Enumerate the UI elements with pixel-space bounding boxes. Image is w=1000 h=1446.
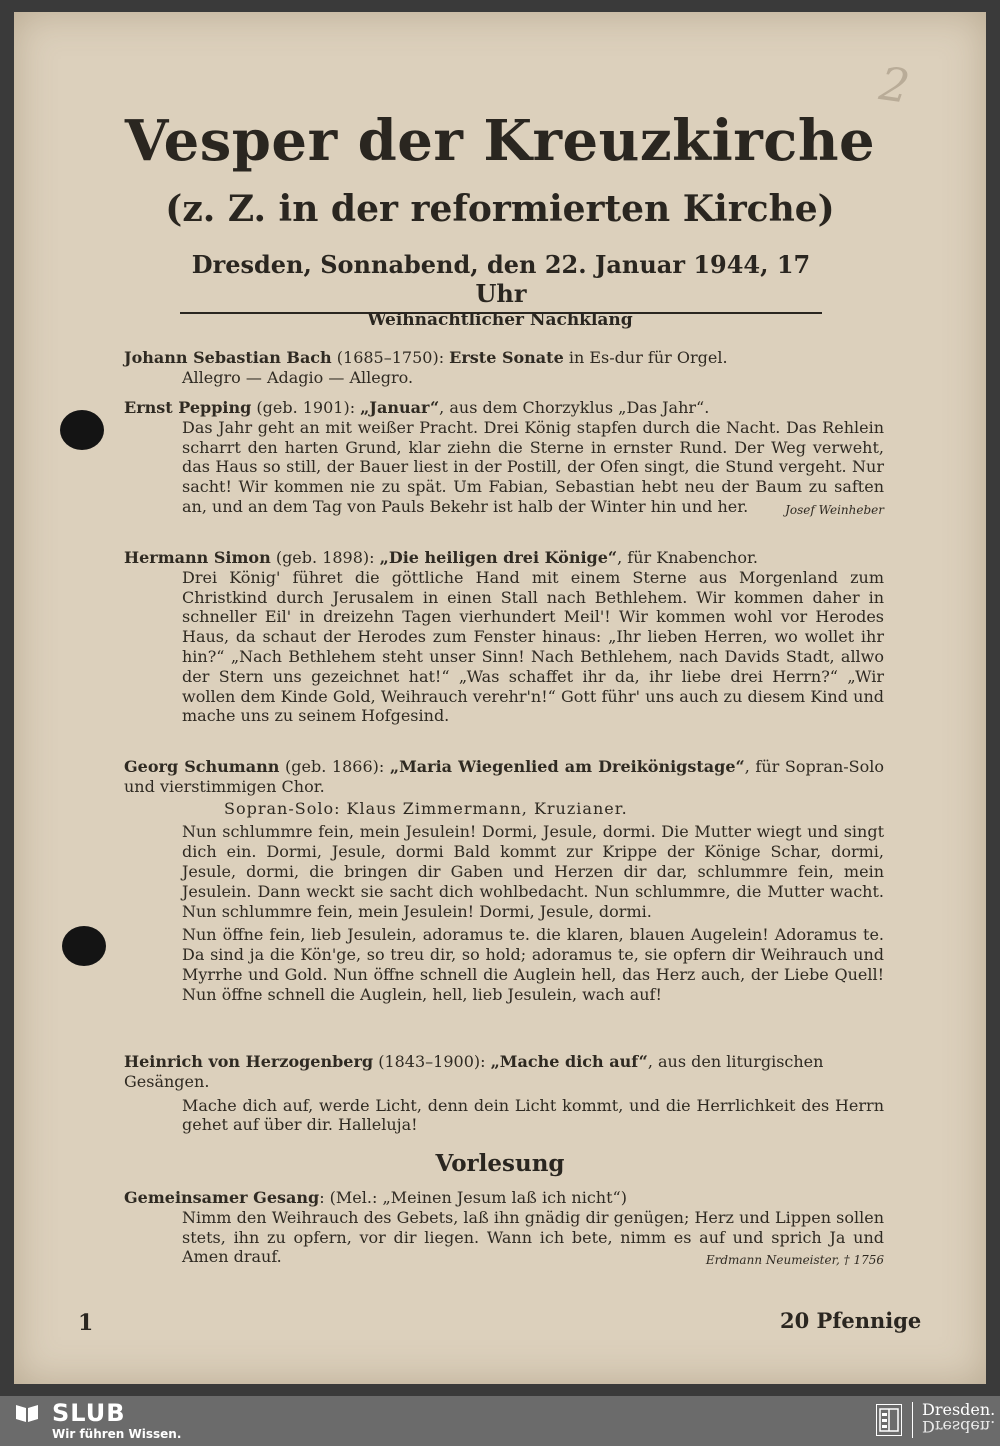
price-label: 20 Pfennige [780, 1308, 922, 1333]
program-item-schumann [124, 757, 884, 1005]
work-title: Erste Sonate [449, 348, 564, 367]
dresden-coat-of-arms-icon [876, 1404, 902, 1436]
logo-separator [912, 1402, 913, 1438]
lyrics-body: Das Jahr geht an mit weißer Pracht. Drei König stapfen durch die Nacht. Das Rehlein scharrt den harten Grund, klar ziehn die Sterne in ernster Rund. Der Weg verweht, das Haus so still, der Bauer liest in der Postill, der Ofen singt, die Stund vergeht. Nur sacht! Wir kommen nie zu spät. Um Fabian, Sebastian hebt neu der Baum zu saften an, und an dem Tag von Pauls Bekehr ist halb der Winter hin und her. [182, 417, 884, 516]
date-line: Dresden, Sonnabend, den 22. Januar 1944, 17 Uhr [180, 250, 822, 314]
composer-name: Georg Schumann [124, 757, 280, 776]
section-title: Weihnachtlicher Nachklang [367, 310, 633, 330]
program-item-herzogenberg [124, 1052, 884, 1135]
movement-list: Allegro — Adagio — Allegro. [182, 367, 414, 387]
viewer-footer [0, 1396, 1000, 1446]
work-details: , für Knabenchor. [617, 548, 758, 567]
composer-name: Johann Sebastian Bach [124, 348, 332, 367]
slub-book-icon [14, 1402, 40, 1424]
hymn-label: Gemeinsamer Gesang [124, 1188, 320, 1207]
composer-name: Hermann Simon [124, 548, 271, 567]
work-details: , für Sopran-Solo und vierstimmigen Chor. [124, 757, 884, 796]
work-title: „Januar“ [360, 398, 440, 417]
page-number: 1 [78, 1310, 94, 1336]
punch-hole-bottom [62, 926, 106, 966]
reading-title: Vorlesung [435, 1150, 565, 1177]
hymn-text [182, 1208, 884, 1267]
program-item-simon [124, 548, 884, 726]
author-signature: Josef Weinheber [785, 502, 884, 517]
lyrics-text-verse-2: Nun öffne fein, lieb Jesulein, adoramus te. die klaren, blauen Augelein! Adoramus te. Da sind ja die Kön'ge, so treu dir, so hold; adoramus te, sie opfern dir Weihrauch und Myrrhe und Gold. Nun öffne schnell die Auglein hell, das Herz auch, der Liebe Quell! Nun öffne schnell die Auglein, hell, lieb Jesulein, wach auf! [182, 925, 884, 1004]
pencil-mark: 2 [876, 56, 913, 114]
work-details: , aus dem Chorzyklus „Das Jahr“. [439, 398, 710, 417]
page-title: Vesper der Kreuzkirche [124, 108, 876, 174]
lyrics-text: Mache dich auf, werde Licht, denn dein Licht kommt, und die Herrlichkeit des Herrn gehet auf über dir. Halleluja! [182, 1095, 884, 1135]
composer-name: Ernst Pepping [124, 398, 252, 417]
composer-dates: (geb. 1866): [279, 757, 390, 776]
soloist-line: Sopran-Solo: Klaus Zimmermann, Kruzianer. [224, 798, 628, 818]
work-title: „Maria Wiegenlied am Dreikönigstage“ [389, 757, 745, 776]
punch-hole-top [60, 410, 104, 450]
slub-logo[interactable]: SLUB [52, 1399, 126, 1427]
hymn-author: Erdmann Neumeister, † 1756 [705, 1253, 884, 1268]
program-item-bach [124, 348, 884, 388]
lyrics-text [182, 418, 884, 517]
composer-dates: (1685–1750): [331, 348, 450, 367]
hymn-item [124, 1188, 884, 1271]
dresden-logo-reflection: Dresden. [922, 1417, 996, 1436]
composer-dates: (geb. 1901): [251, 398, 361, 417]
work-details: in Es-dur für Orgel. [563, 348, 728, 367]
hymn-body: Nimm den Weihrauch des Gebets, laß ihn gnädig dir genügen; Herz und Lippen sollen stets, ihn zu opfern, vor dir liegen. Wann ich bete, nimm es auf und sprich Ja und Amen drauf. [182, 1207, 884, 1267]
dresden-logo[interactable]: Dresden. [922, 1400, 996, 1419]
hymn-melody: : (Mel.: „Meinen Jesum laß ich nicht“) [319, 1188, 627, 1207]
composer-dates: (1843–1900): [373, 1052, 491, 1071]
slub-tagline: Wir führen Wissen. [52, 1427, 182, 1441]
work-title: „Die heiligen drei Könige“ [379, 548, 618, 567]
work-details: , aus den liturgischen Gesängen. [124, 1052, 824, 1091]
lyrics-text: Nun schlummre fein, mein Jesulein! Dormi, Jesule, dormi. Die Mutter wiegt und singt dich ein. Dormi, Jesule, dormi Bald kommt zur Krippe der Könige Schar, dormi, Jesule, dormi, die bringen dir Gaben und Herzen dir dar, schlummre fein, mein Jesulein. Dann weckt sie sacht dich wohlbedacht. Nun schlummre, die Mutter wacht. Nun schlummre fein, mein Jesulein! Dormi, Jesule, dormi. [182, 822, 884, 921]
page-subtitle: (z. Z. in der reformierten Kirche) [165, 188, 835, 230]
composer-name: Heinrich von Herzogenberg [124, 1052, 374, 1071]
lyrics-text: Drei König' führet die göttliche Hand mit einem Sterne aus Morgenland zum Christkind durch Jerusalem in einen Stall nach Bethlehem. Wir kommen daher in schneller Eil' in dreizehn Tagen vierhundert Meil'! Wir kommen wohl vor Herodes Haus, da schaut der Herodes zum Fenster hinaus: „Ihr lieben Herren, wo wollet ihr hin?“ „Nach Bethlehem steht unser Sinn! Nach Bethlehem, nach Davids Stadt, allwo der Stern uns gezeichnet hat!“ „Was schaffet ihr da, ihr liebe drei Herrn?“ „Wir wollen dem Kinde Gold, Weihrauch verehr'n!“ Gott führ' uns auch zu diesem Kind und mache uns zu seinem Hofgesind. [182, 567, 884, 726]
program-item-pepping [124, 398, 884, 521]
composer-dates: (geb. 1898): [270, 548, 380, 567]
work-title: „Mache dich auf“ [490, 1052, 648, 1071]
